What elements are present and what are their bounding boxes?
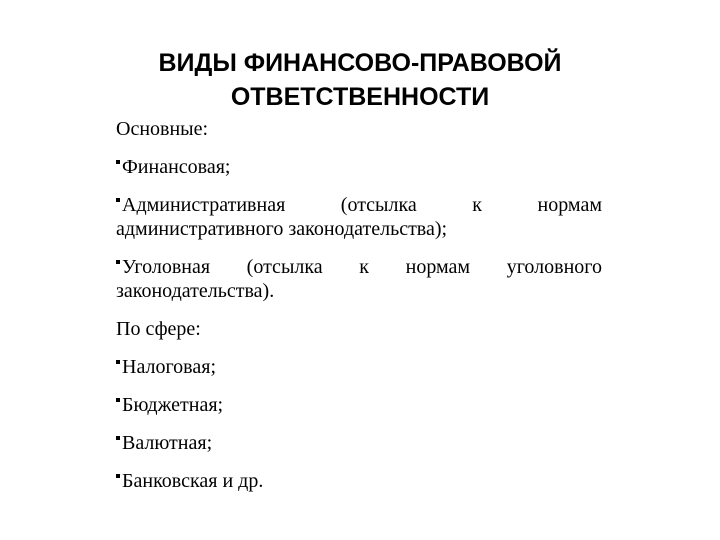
section-heading-sphere: По сфере: — [116, 318, 201, 340]
list-item-text: Налоговая; — [122, 356, 216, 378]
list-item-text: Административная (отсылка к нормам административного законодательства); — [116, 194, 602, 240]
list-item-text: Финансовая; — [122, 156, 231, 178]
section-heading-main: Основные: — [116, 118, 209, 140]
list-item-text: Валютная; — [122, 432, 213, 454]
square-bullet-icon — [116, 160, 120, 164]
square-bullet-icon — [116, 436, 120, 440]
list-item-budget — [116, 393, 602, 417]
square-bullet-icon — [116, 260, 120, 264]
square-bullet-icon — [116, 474, 120, 478]
slide-content — [116, 117, 602, 507]
list-item-text: Бюджетная; — [122, 394, 224, 416]
list-item-tax — [116, 355, 602, 379]
list-item-banking — [116, 469, 602, 493]
list-item-criminal — [116, 255, 602, 303]
slide-title — [60, 46, 660, 114]
list-item-administrative — [116, 193, 602, 241]
list-item-text: Банковская и др. — [122, 470, 264, 492]
slide-title-line-1: ВИДЫ ФИНАНСОВО-ПРАВОВОЙ — [158, 49, 562, 77]
slide-title-line-2: ОТВЕТСТВЕННОСТИ — [230, 83, 490, 111]
list-item-text: Уголовная (отсылка к нормам уголовного законодательства). — [116, 256, 602, 302]
square-bullet-icon — [116, 360, 120, 364]
square-bullet-icon — [116, 198, 120, 202]
list-item-financial — [116, 155, 602, 179]
list-item-currency — [116, 431, 602, 455]
square-bullet-icon — [116, 398, 120, 402]
